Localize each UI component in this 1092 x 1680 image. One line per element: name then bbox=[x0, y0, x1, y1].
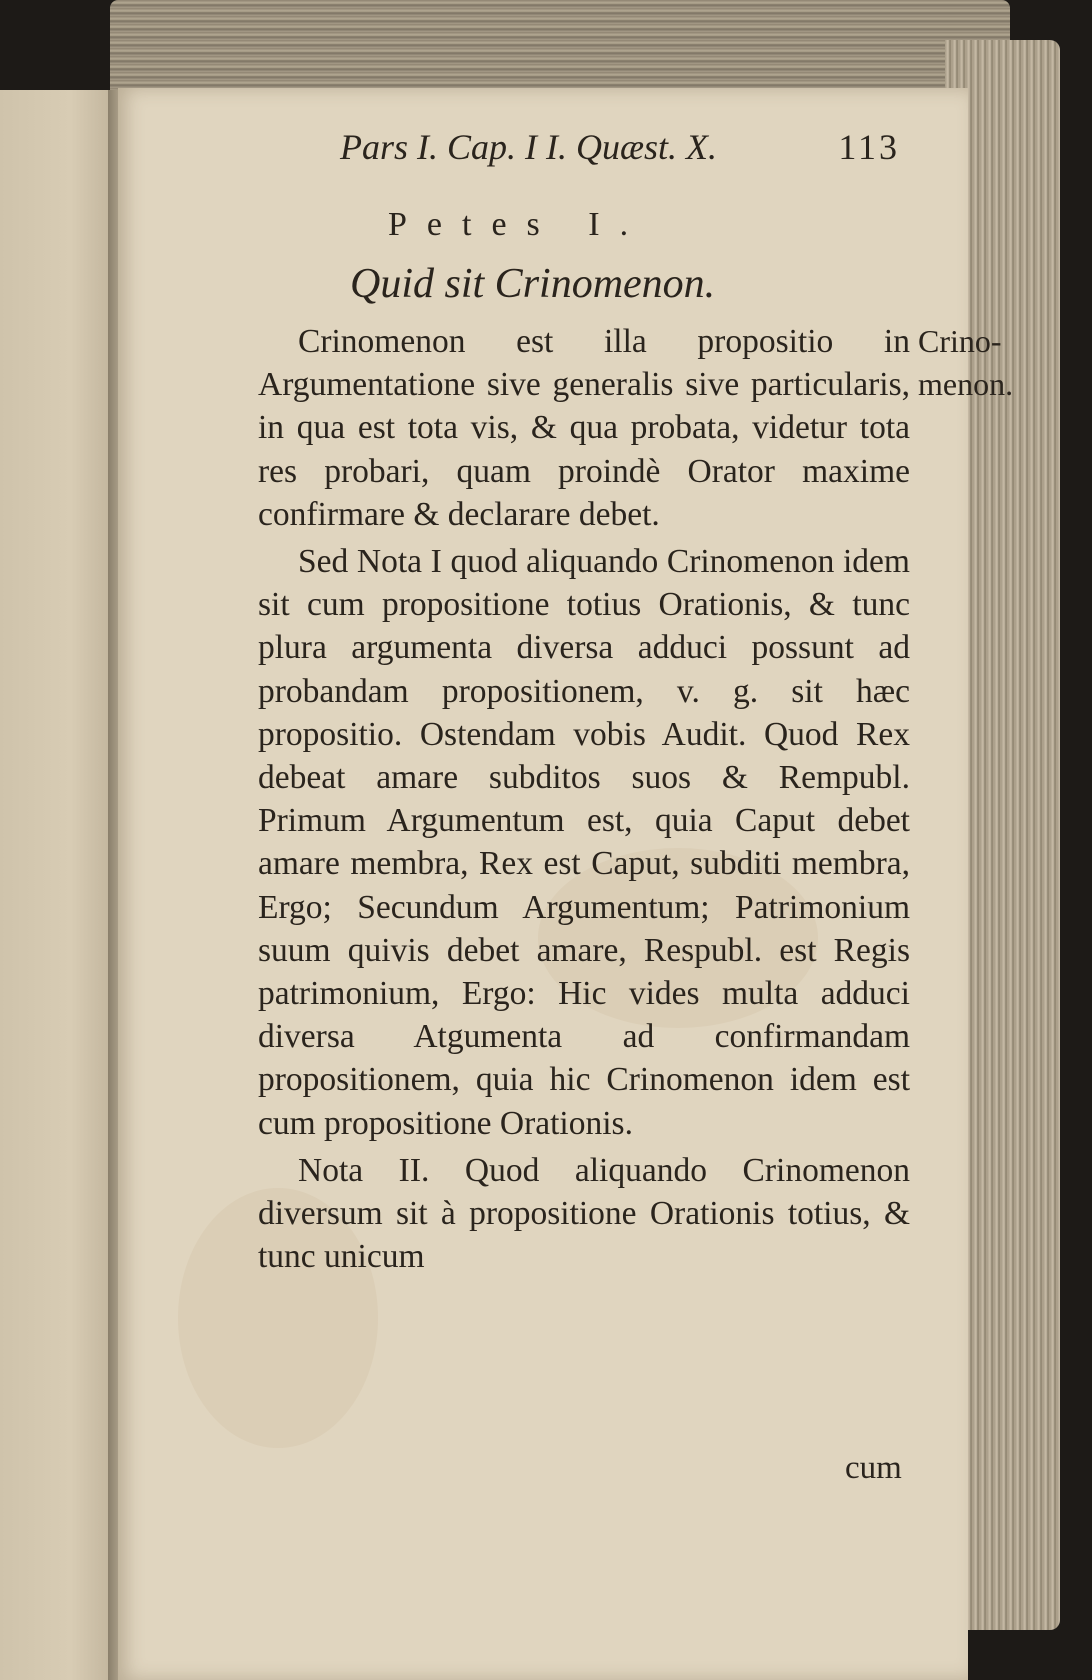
catchword: cum bbox=[845, 1450, 902, 1486]
book-page bbox=[118, 88, 1014, 1680]
section-heading: Petes I. bbox=[388, 206, 649, 243]
book-top-edge bbox=[110, 0, 1010, 90]
facing-page bbox=[0, 90, 118, 1680]
margin-note: Crino- menon. bbox=[918, 323, 1014, 402]
running-title: Pars I. Cap. I I. Quæst. X. bbox=[340, 127, 717, 167]
paragraph: Crinomenon est illa propositio in Argumentatione sive generalis sive particularis, in qua est tota vis, & qua probata, videtur tota res probari, quam proindè Orator maxime confirmare & declarare debet. bbox=[258, 323, 910, 533]
section-subtitle: Quid sit Crinomenon. bbox=[350, 261, 716, 307]
paragraph: Sed Nota I quod aliquando Crinomenon idem sit cum propositione totius Orationis, & tunc plura argumenta diversa adduci possunt ad probandam propositionem, v. g. sit hæc propositio. Ostendam vobis Audit. Quod Rex debeat amare subditos suos & Rempubl. Primum Argumentum est, quia Caput debet amare membra, Rex est Caput, subditi membra, Ergo; Secundum Argumentum; Patrimonium suum quivis debet amare, Respubl. est Regis patrimonium, Ergo: Hic vides multa adduci diversa Atgumenta ad confirmandam propositionem, quia hic Crinomenon idem est cum propositione Orationis. bbox=[258, 543, 910, 1142]
paragraph: Nota II. Quod aliquando Crinomenon diversum sit à propositione Orationis totius, & tunc unicum bbox=[258, 1151, 910, 1276]
body-text bbox=[258, 320, 910, 1282]
page-number: 113 bbox=[838, 127, 900, 167]
running-header bbox=[340, 126, 900, 168]
